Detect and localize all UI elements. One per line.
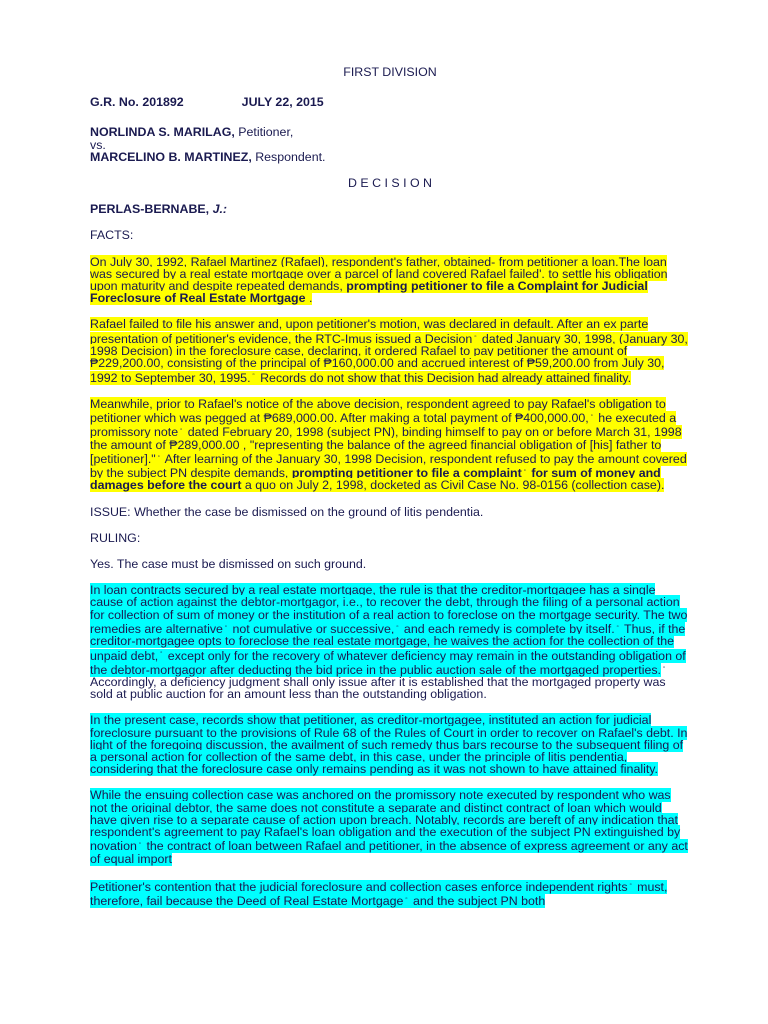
footnote-marker[interactable]: ▫ — [590, 412, 593, 419]
respondent-role: Respondent. — [251, 149, 326, 164]
petitioner-role: Petitioner, — [234, 125, 294, 140]
footnote-marker[interactable]: ▫ — [252, 372, 255, 379]
facts-emphasis-2: prompting petitioner to file a complaint — [291, 466, 522, 481]
footnote-marker[interactable]: ▫ — [405, 896, 408, 903]
ponente-name: PERLAS-BERNABE, — [90, 202, 210, 217]
ruling-paragraph-2: In the present case, records show that petitioner, as creditor-mortgagee, instituted an action for judicial foreclosure pursuant to the provisions of Rule 68 of the Rules of Court in order to recover on Rafael's debt. In light of the foregoing discussion, the availment of such remedy thus bars recourse to the subsequent filing of a personal action for collection of the same debt, in this case, under the principle of litis pendentia, considering that the foreclosure case only remains pending as it was not shown to have attained finality. — [90, 713, 688, 777]
decision-title: D E C I S I O N — [348, 176, 432, 191]
petitioner-name: NORLINDA S. MARILAG, — [90, 125, 235, 140]
footnote-marker[interactable]: ▫ — [616, 623, 619, 630]
footnote-marker[interactable]: ▫ — [396, 623, 399, 630]
footnote-marker[interactable]: ▫ — [629, 881, 632, 888]
petitioner-line — [90, 126, 690, 138]
issue-statement: ISSUE: Whether the case be dismissed on the ground of litis pendentia. — [90, 504, 484, 519]
respondent-name: MARCELINO B. MARTINEZ, — [90, 149, 252, 164]
ruling-paragraph-3: While the ensuing collection case was anchored on the promissory note executed by respondent who was not the original debtor, the same does not constitute a separate and distinct contract of loan which would have given rise to a separate cause of action upon breach. Notably, records are bereft of any indication that respondent's agreement to pay Rafael's loan obligation and the execution of the subject PN extinguished by novation ▫ the contract of loan between Rafael and petitioner, in the absence of express agreement or any act of equal import — [90, 788, 688, 866]
ruling-paragraph-1: In loan contracts secured by a real estate mortgage, the rule is that the creditor-mortgagee has a single cause of action against the debtor-mortgagor, i.e., to recover the debt, through the filing of a personal action for collection of sum of money or the institution of a real action to foreclose on the mortgage security. The two remedies are alternative ▫ not cumulative or successive, ▫ and each remedy is complete by itself. ▫ Thus, if the creditor-mortgagee opts to foreclose the real estate mortgage, he waives the action for the collection of the unpaid debt, ▫ except only for the recovery of whatever deficiency may remain in the outstanding obligation of the debtor-mortgagor after deducting the bid price in the public auction sale of the mortgaged properties. ▫ Accordingly, a deficiency judgment shall only issue after it is established that the mortgaged property was sold at public auction for an amount less than the outstanding obligation. — [90, 583, 688, 702]
versus-label: vs. — [90, 137, 106, 152]
gr-number: G.R. No. 201892 — [90, 95, 184, 110]
decision-date: JULY 22, 2015 — [241, 95, 324, 110]
ruling-paragraph-4: Petitioner's contention that the judicial foreclosure and collection cases enforce independent rights ▫ must, therefore, fail because the Deed of Real Estate Mortgage ▫ and the subject PN both — [90, 879, 668, 909]
division-heading: FIRST DIVISION — [343, 65, 437, 79]
ponente-suffix: J.: — [212, 202, 228, 217]
facts-heading: FACTS: — [90, 228, 134, 243]
facts-paragraph-2: Rafael failed to file his answer and, upon petitioner's motion, was declared in default. After an ex parte presentation of petitioner's evidence, the RTC-Imus issued a Decision ▫ dated January 30, 1998, (January 30, 1998 Decision) in the foreclosure case, declaring, it ordered Rafael to pay petitioner the amount of ₱229,200.00, consisting of the principal of ₱160,000.00 and accrued interest of ₱59,200.00 from July 30, 1992 to September 30, 1995. ▫ Records do not show that this Decision had already attained finality. — [90, 317, 688, 385]
ruling-answer: Yes. The case must be dismissed on such ground. — [90, 557, 367, 572]
facts-emphasis-3: for sum of money and damages before the court — [90, 466, 661, 493]
facts-emphasis-1: prompting petitioner to file a Complaint for Judicial Foreclosure of Real Estate Mortgage — [90, 279, 648, 306]
case-number-line — [90, 96, 690, 108]
respondent-line — [90, 151, 690, 163]
footnote-marker[interactable]: ▫ — [180, 427, 183, 434]
facts-paragraph-1: On July 30, 1992, Rafael Martinez (Rafael), respondent's father, obtained- from petitioner a loan.The loan was secured by a real estate mortgage over a parcel of land covered Rafael failed'. to settle his obligation upon maturity and despite repeated demands, prompting petitioner to file a Complaint for Judicial Foreclosure of Real Estate Mortgage . — [90, 254, 668, 306]
footnote-marker[interactable]: ▫ — [224, 623, 228, 630]
facts-paragraph-3: Meanwhile, prior to Rafael's notice of the above decision, respondent agreed to pay Rafael's obligation to petitioner which was pegged at ₱689,000.00. After making a total payment of ₱400,000.00, ▫ he executed a promissory note ▫ dated February 20, 1998 (subject PN), binding himself to pay on or before March 31, 1998 the amount of ₱289,000.00 , "representing the balance of the agreed financial obligation of [his] father to [petitioner]." ▫ After learning of the January 30, 1998 Decision, respondent refused to pay the amount covered by the subject PN despite demands, prompting petitioner to file a complaint ▫ for sum of money and damages before the court a quo on July 2, 1998, docketed as Civil Case No. 98-0156 (collection case). — [90, 396, 687, 493]
footnote-marker[interactable]: ▫ — [663, 664, 666, 671]
footnote-marker[interactable]: ▫ — [474, 333, 477, 340]
footnote-marker[interactable]: ▫ — [138, 841, 141, 848]
footnote-marker[interactable]: ▫ — [157, 453, 160, 460]
ponente-line — [90, 203, 690, 215]
footnote-marker[interactable]: ▫ — [523, 468, 526, 475]
decision-document — [90, 66, 690, 907]
ruling-heading: RULING: — [90, 530, 141, 545]
footnote-marker[interactable]: ▫ — [160, 650, 163, 657]
